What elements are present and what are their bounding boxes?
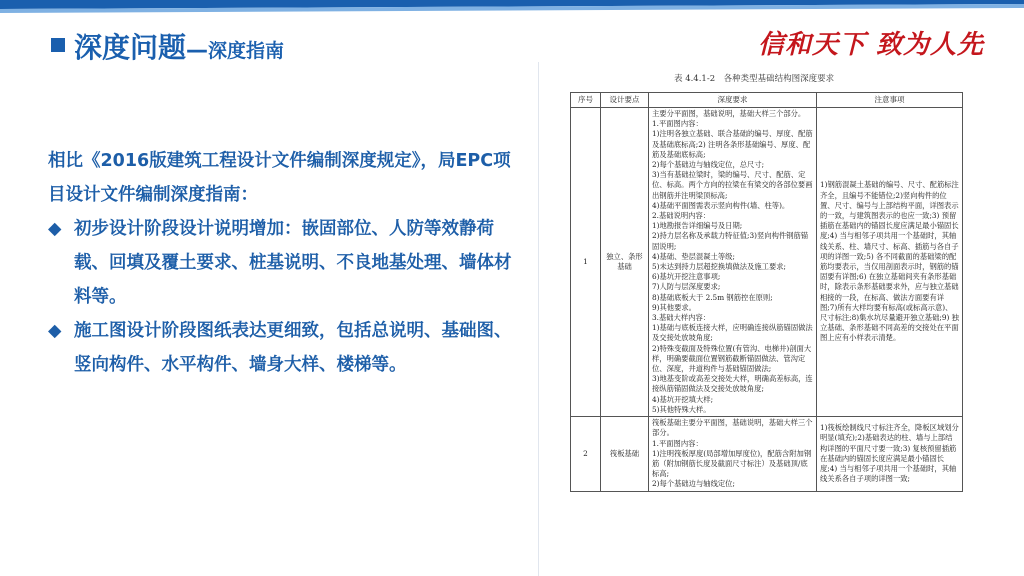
requirement-line: 1)基础与底板连接大样，应明确连接纵筋锚固做法及交接处放坡角度;: [652, 323, 813, 343]
requirement-line: 9)其他要求。: [652, 302, 696, 312]
page-title: [74, 26, 284, 66]
table-row: [571, 417, 963, 491]
design-point: 筏板基础: [601, 417, 649, 491]
title-square-marker: [51, 38, 65, 52]
top-decoration-band: [0, 0, 1024, 14]
title-dash: —: [186, 38, 209, 63]
notes-cell: 1)钢筋混凝土基础的编号、尺寸、配筋标注齐全，且编号不能错位;2)竖向构件的位置、尺寸、编号与上部结构平面，详图表示的一致，与建筑图表示的也应一致;3) 预留插筋在基础内的锚固长度应满足最小锚固长度;4) 当与相邻子项共用一个基础时，其轴线关系、柱、墙尺寸、标高、插筋与各自子项的详图一致;5) 各不同截面的基础梁的配筋均要表示，当仅用剖面表示时，钢筋的锚固要有详图;6) 在独立基础间夹有条形基础时，除表示条形基础要求外，应与独立基础相接的一段，在标高、做法方面要有详图;7)所有大样均要有标高(或标高示意)、尺寸标注;8)集水坑尽量避开独立基础;9) 独立基础、条形基础不同高差的交接处在平面图上应有小样表示清楚。: [817, 108, 963, 417]
intro-paragraph: 相比《2016版建筑工程设计文件编制深度规定》，局EPC项目设计文件编制深度指南：: [48, 151, 511, 205]
header-cell-requirements: 深度要求: [649, 93, 817, 108]
requirement-line: 2)特殊变截面及特殊位置(有管沟、电梯井)剖面大样，明确要截面位置钢筋截断锚固做法、管沟定位、深度，井道构件与基础锚固做法;: [652, 343, 812, 374]
requirement-line: 6)基坑开挖注意事项;: [652, 272, 721, 282]
table-header-row: [571, 93, 963, 108]
requirement-line: 1)注明筏板厚度(局部增加厚度位)，配筋含附加钢筋（附加钢筋长度及截面尺寸标注）及基础顶/底标高;: [652, 448, 812, 479]
bullet-item-1: [48, 212, 518, 314]
row-number: 1: [571, 108, 601, 417]
table-caption: 表 4.4.1-2 各种类型基础结构图深度要求: [674, 74, 835, 84]
requirement-line: 4)基础平面图需表示竖向构件(墙、柱等)。: [652, 200, 790, 210]
requirement-line: 8)基础底板大于 2.5m 钢筋控在原则;: [652, 292, 773, 302]
header-cell-no: 序号: [571, 93, 601, 108]
requirement-line: 2)每个基础边与轴线定位;: [652, 479, 735, 489]
requirements-cell: [649, 108, 817, 417]
requirement-line: 5)其他特殊大样。: [652, 404, 711, 414]
row-number: 2: [571, 417, 601, 491]
notes-cell: 1)筏板绘制线尺寸标注齐全，降板区域划分明显(填充);2)基础表达的柱、墙与上部结构详图的平面尺寸要一致;3) 复核预留插筋在基础内的锚固长度应满足最小锚固长度;4) 当与相邻子项共用一个基础时，其轴线关系各自子项的详图一致;: [817, 417, 963, 491]
header-cell-point: 设计要点: [601, 93, 649, 108]
requirement-line: 主要分平面图，基础说明，基础大样三个部分。: [652, 109, 806, 118]
diamond-icon: ◆: [48, 219, 62, 239]
requirement-line: 5)未达到持力层超挖换填做法及施工要求;: [652, 262, 786, 272]
requirement-line: 1)地勘报告详细编号及日期;: [652, 221, 743, 231]
bullet-text-1: 初步设计阶段设计说明增加：嵌固部位、人防等效静荷载、回填及覆土要求、桩基说明、不良地基处理、墙体材料等。: [74, 219, 512, 307]
design-point: 独立、条形基础: [601, 108, 649, 417]
requirement-line: 1.平面图内容：: [652, 119, 703, 129]
diamond-icon: ◆: [48, 321, 62, 341]
requirement-line: 3)当有基础拉梁时，梁的编号、尺寸、配筋、定位、标高。两个方向的拉梁在有梁交的各部位要画出钢筋并注明梁顶标高;: [652, 170, 813, 200]
title-sub: 深度指南: [208, 40, 285, 62]
requirement-line: 3.基础大样内容：: [652, 313, 711, 323]
requirement-line: 4)基坑开挖填大样;: [652, 394, 714, 404]
requirement-line: 3)地基变阶或高差交接处大样，明确高差标高，连接纵筋锚固做法及交接处放坡角度;: [652, 374, 813, 394]
title-main: 深度问题: [74, 31, 187, 64]
requirements-cell: [649, 417, 817, 491]
requirement-line: 4)基础、垫层混凝土等级;: [652, 251, 735, 261]
foundation-depth-table: [570, 92, 963, 492]
requirement-line: 筏板基础主要分平面图，基础说明，基础大样三个部分。: [652, 418, 813, 438]
bullet-item-2: [48, 314, 518, 382]
requirement-line: 2)持力层名称及承载力特征值;3)竖向构件钢筋锚固说明;: [652, 231, 809, 251]
bullet-text-2: 施工图设计阶段图纸表达更细致，包括总说明、基础图、竖向构件、水平构件、墙身大样、楼梯等。: [74, 321, 512, 375]
company-slogan: 信和天下 致为人先: [758, 30, 985, 60]
header-cell-notes: 注意事项: [817, 93, 963, 108]
table-row: [571, 108, 963, 417]
requirement-line: 2)每个基础边与轴线定位，总尺寸;: [652, 160, 765, 170]
requirement-line: 1)注明各独立基础、联合基础的编号、厚度、配筋及基础底标高;2) 注明各条形基础编号、厚度、配筋及基础底标高;: [652, 129, 813, 159]
body-text: [48, 144, 518, 382]
requirement-line: 7)人防与层深度要求;: [652, 282, 721, 292]
document-image-panel: [562, 70, 964, 556]
requirement-line: 1.平面图内容：: [652, 438, 703, 448]
requirement-line: 2.基础说明内容：: [652, 211, 711, 221]
vertical-divider: [538, 62, 539, 576]
